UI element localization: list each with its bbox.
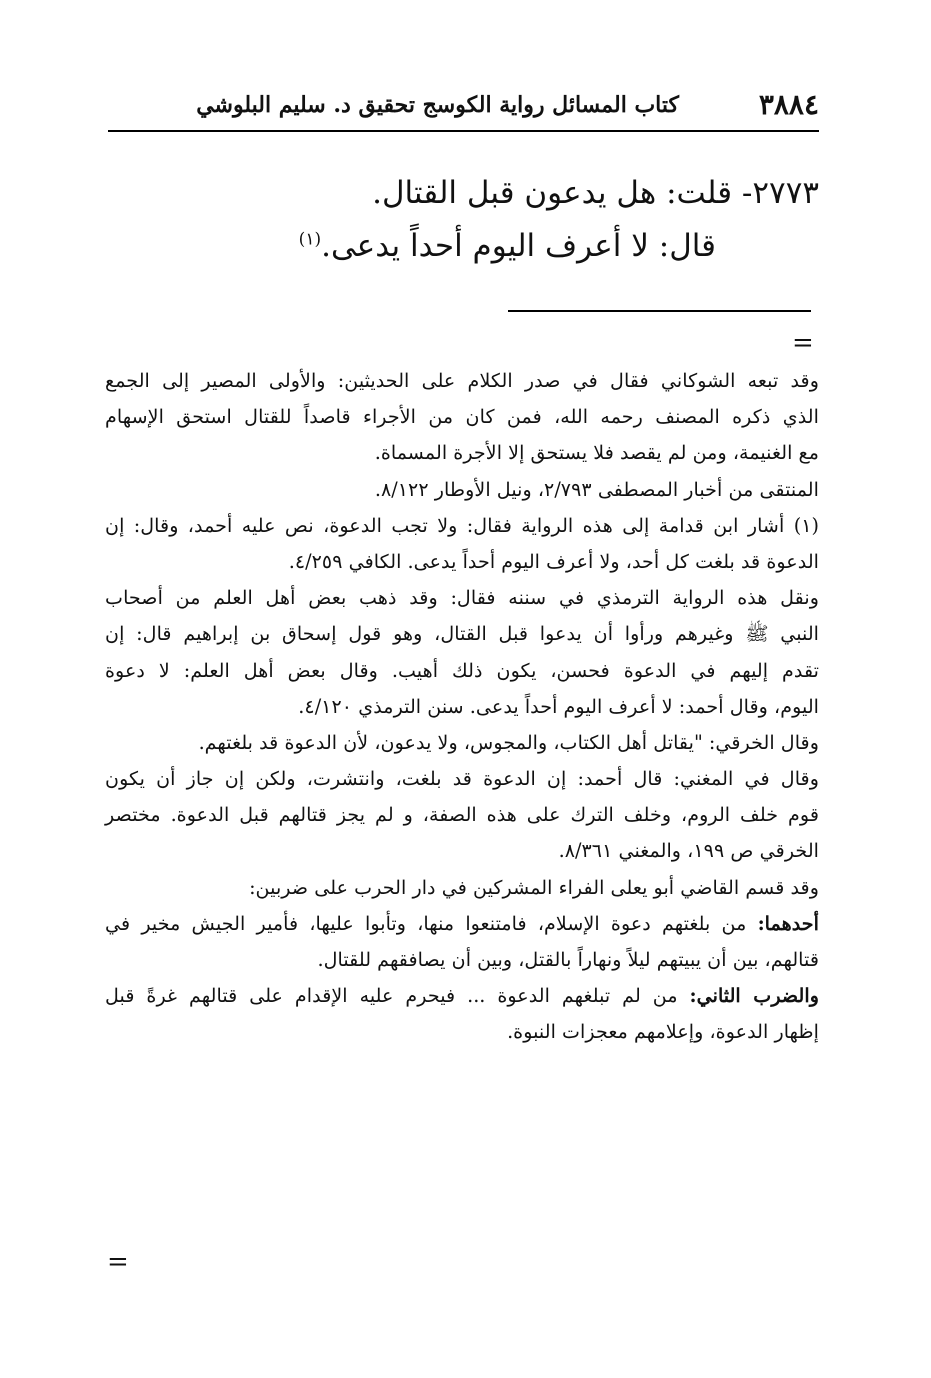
footnote-line	[105, 978, 819, 1014]
bold-term: والضرب الثاني:	[689, 984, 819, 1008]
footnote-text: من بلغتهم دعوة الإسلام، فامتنعوا منها، وتأبوا عليها، فأمير الجيش مخير في	[105, 911, 758, 935]
answer-line	[299, 228, 716, 264]
footnote-line: إظهار الدعوة، وإعلامهم معجزات النبوة.	[507, 1020, 819, 1044]
footnote-text: من لم تبلغهم الدعوة ... فيحرم عليه الإقدام على قتالهم غرةً قبل	[105, 984, 690, 1008]
footnote-line: الخرقي ص ١٩٩، والمغني ٨/٣٦١.	[558, 839, 819, 863]
footnote-line: وقد تبعه الشوكاني فقال في صدر الكلام على الحديثين: والأولى المصير إلى الجمع	[105, 369, 819, 392]
footnote-line: قوم خلف الروم، وخلف الترك على هذه الصفة، و لم يجز قتالهم قبل الدعوة. مختصر	[105, 803, 819, 827]
footnotes-block	[105, 363, 819, 1051]
footnote-separator	[508, 310, 811, 312]
footnote-line: ونقل هذه الرواية الترمذي في سننه فقال: وقد ذهب بعض أهل العلم من أصحاب	[105, 586, 819, 610]
footnote-line: النبي ﷺ وغيرهم ورأوا أن يدعوا قبل القتال، وهو قول إسحاق بن إبراهيم قال: إن	[105, 622, 819, 646]
footnote-line: قتالهم، بين أن يبيتهم ليلاً ونهاراً بالقتل، وبين أن يصافقهم للقتال.	[317, 948, 819, 971]
continuation-mark-bottom: =	[107, 1247, 129, 1277]
page-number: ٣٨٨٤	[758, 88, 819, 121]
page-header	[108, 88, 819, 132]
footnote-line: وقال الخرقي: "يقاتل أهل الكتاب، والمجوس، ولا يدعون، لأن الدعوة قد بلغتهم.	[198, 730, 819, 754]
footnote-line: وقد قسم القاضي أبو يعلى الفراء المشركين في دار الحرب على ضربين:	[249, 875, 819, 899]
footnote-line: اليوم، وقال أحمد: لا أعرف اليوم أحداً يدعى. سنن الترمذي ٤/١٢٠.	[298, 694, 819, 718]
continuation-mark-top: =	[792, 328, 814, 358]
footnote-line: الذي ذكره المصنف رحمه الله، فمن كان من الأجراء قاصداً للقتال استحق الإسهام	[105, 405, 819, 429]
footnote-line: مع الغنيمة، ومن لم يقصد فلا يستحق إلا الأجرة المسماة.	[374, 441, 819, 465]
footnote-line: المنتقى من أخبار المصطفى ٢/٧٩٣، ونيل الأوطار ٨/١٢٢.	[374, 477, 819, 501]
answer-text: قال: لا أعرف اليوم أحداً يدعى.	[321, 228, 716, 264]
footnote-line: وقال في المغني: قال أحمد: إن الدعوة قد بلغت، وانتشرت، ولكن إن جاز أن يكون	[105, 767, 819, 791]
footnote-line: تقدم إليهم في الدعوة فحسن، يكون ذلك أهيب. وقال بعض أهل العلم: لا دعوة	[105, 658, 819, 682]
bold-term: أحدهما:	[757, 911, 819, 935]
running-title: كتاب المسائل رواية الكوسج تحقيق د. سليم البلوشي	[196, 92, 679, 118]
question-2773: ٢٧٧٣- قلت: هل يدعون قبل القتال.	[372, 175, 819, 211]
footnote-line: الدعوة قد بلغت كل أحد، ولا أعرف اليوم أحداً يدعى. الكافي ٤/٢٥٩.	[288, 549, 819, 573]
footnote-1-start: (١) أشار ابن قدامة إلى هذه الرواية فقال: ولا تجب الدعوة، نص عليه أحمد، وقال: إن	[105, 513, 819, 537]
footnote-ref-1: (١)	[298, 229, 322, 250]
footnote-line	[105, 906, 819, 942]
